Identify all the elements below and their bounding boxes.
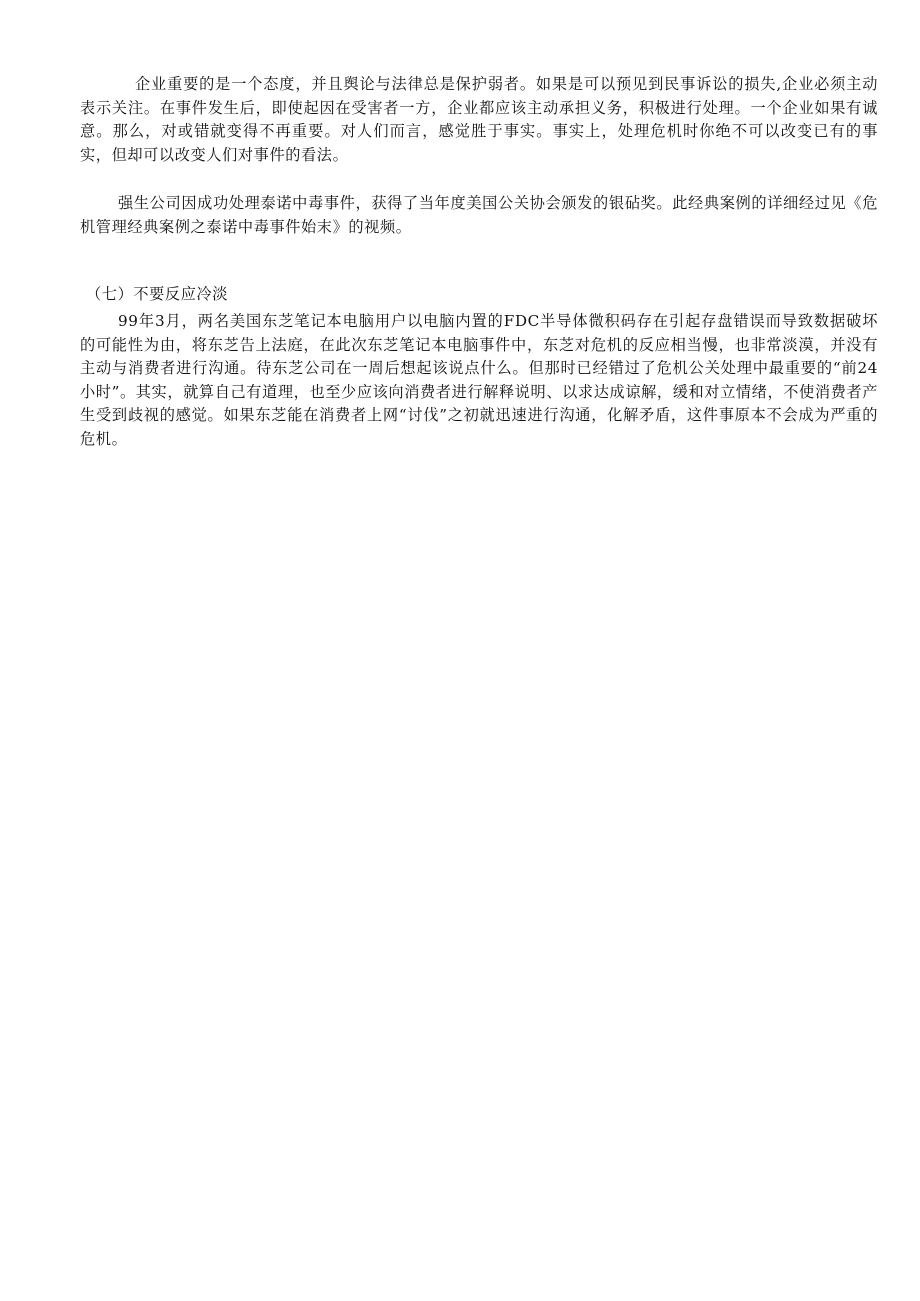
paragraph-johnson-case: 强生公司因成功处理泰诺中毒事件，获得了当年度美国公关协会颁发的银砧奖。此经典案例的详细经过见《危机管理经典案例之泰诺中毒事件始末》的视频。 <box>80 194 878 236</box>
paragraph-toshiba-case: 99年3月，两名美国东芝笔记本电脑用户以电脑内置的FDC半导体微积码存在引起存盘错误而导致数据破坏的可能性为由，将东芝告上法庭，在此次东芝笔记本电脑事件中，东芝对危机的反应相当慢，也非常淡漠，并没有主动与消费者进行沟通。待东芝公司在一周后想起该说点什么。但那时已经错过了危机公关处理中最重要的“前24小时”。其实，就算自己有道理，也至少应该向消费者进行解释说明、以求达成谅解，缓和对立情绪，不使消费者产生受到歧视的感觉。如果东芝能在消费者上网“讨伐”之初就迅速进行沟通，化解矛盾，这件事原本不会成为严重的危机。 <box>80 312 878 448</box>
paragraph-attitude: 企业重要的是一个态度，并且舆论与法律总是保护弱者。如果是可以预见到民事诉讼的损失,企业必须主动表示关注。在事件发生后，即使起因在受害者一方，企业都应该主动承担义务，积极进行处理。一个企业如果有诚意。那么，对或错就变得不再重要。对人们而言，感觉胜于事实。事实上，处理危机时你绝不可以改变已有的事实，但却可以改变人们对事件的看法。 <box>80 75 878 164</box>
section-heading: （七）不要反应冷淡 <box>86 285 229 303</box>
